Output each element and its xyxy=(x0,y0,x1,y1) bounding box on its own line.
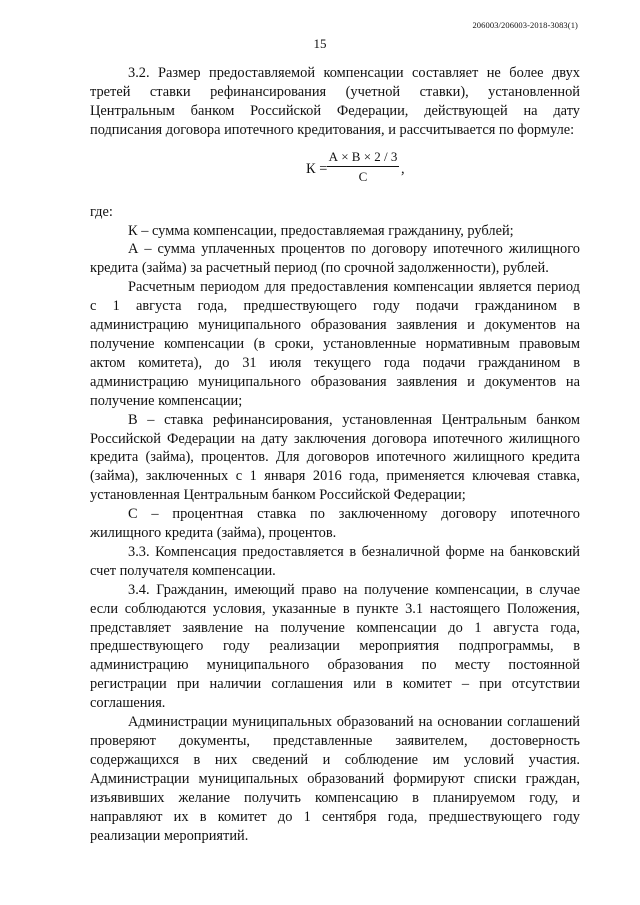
paragraph-calculation-period: Расчетным периодом для предоставления компенсации является период с 1 августа года, предшествующего году подачи гражданином в администрацию муниципального образования заявления и документов на получение компенсации (в сроки, установленные нормативным правовым актом комитета), до 31 июля текущего года подачи гражданином в администрацию муниципального образования заявления и документов на получение компенсации; xyxy=(90,279,580,409)
page-number: 15 xyxy=(313,36,327,51)
formula-fraction xyxy=(327,149,399,186)
paragraph-3-4: 3.4. Гражданин, имеющий право на получение компенсации, в случае если соблюдаются условия, указанные в пункте 3.1 настоящего Положения, представляет заявление на получение компенсации до 1 августа года, предшествующего году реализации мероприятия подпрограммы, в администрацию муниципального образования по месту постоянной регистрации при наличии соглашения или в комитет – при отсутствии соглашения. xyxy=(90,581,580,712)
definition-k: К – сумма компенсации, предоставляемая гражданину, рублей; xyxy=(128,222,514,239)
paragraph-administrations: Администрации муниципальных образований на основании соглашений проверяют документы, представленные заявителем, достоверность содержащихся в них сведений и соблюдение им условий участия. Администрации муниципальных образований формируют списки граждан, изъявивших желание получить компенсацию в планируемом году, и направляют их в комитет до 1 сентября года, предшествующего году реализации мероприятий. xyxy=(90,714,580,844)
paragraph-3-3: 3.3. Компенсация предоставляется в безналичной форме на банковский счет получателя компенсации. xyxy=(90,543,580,579)
where-label: где: xyxy=(90,203,113,220)
compensation-formula xyxy=(90,143,580,203)
definition-c: С – процентная ставка по заключенному договору ипотечного жилищного кредита (займа), процентов. xyxy=(90,506,580,542)
definition-b: В – ставка рефинансирования, установленная Центральным банком Российской Федерации на дату заключения договора ипотечного жилищного кредита (займа), процентов. Для договоров ипотечного жилищного кредита (займа), заключенных с 1 января 2016 года, применяется ключевая ставка, установленная Центральным банком Российской Федерации; xyxy=(90,411,580,504)
definition-a: А – сумма уплаченных процентов по договору ипотечного жилищного кредита (займа) за расчетный период (по срочной задолженности), рублей. xyxy=(90,241,580,277)
fraction-bar xyxy=(327,166,399,167)
document-id: 206003/206003-2018-3083(1) xyxy=(472,20,578,30)
formula-lhs: К = xyxy=(306,160,328,177)
paragraph-3-2: 3.2. Размер предоставляемой компенсации составляет не более двух третей ставки рефинансирования (учетной ставки), установленной Центральным банком Российской Федерации, действующей на дату подписания договора ипотечного кредитования, и рассчитывается по формуле: xyxy=(90,65,580,138)
formula-comma: , xyxy=(401,160,405,177)
formula-denominator: С xyxy=(358,168,368,184)
formula-numerator: А × В × 2 / 3 xyxy=(328,148,398,164)
document-body xyxy=(90,64,580,845)
